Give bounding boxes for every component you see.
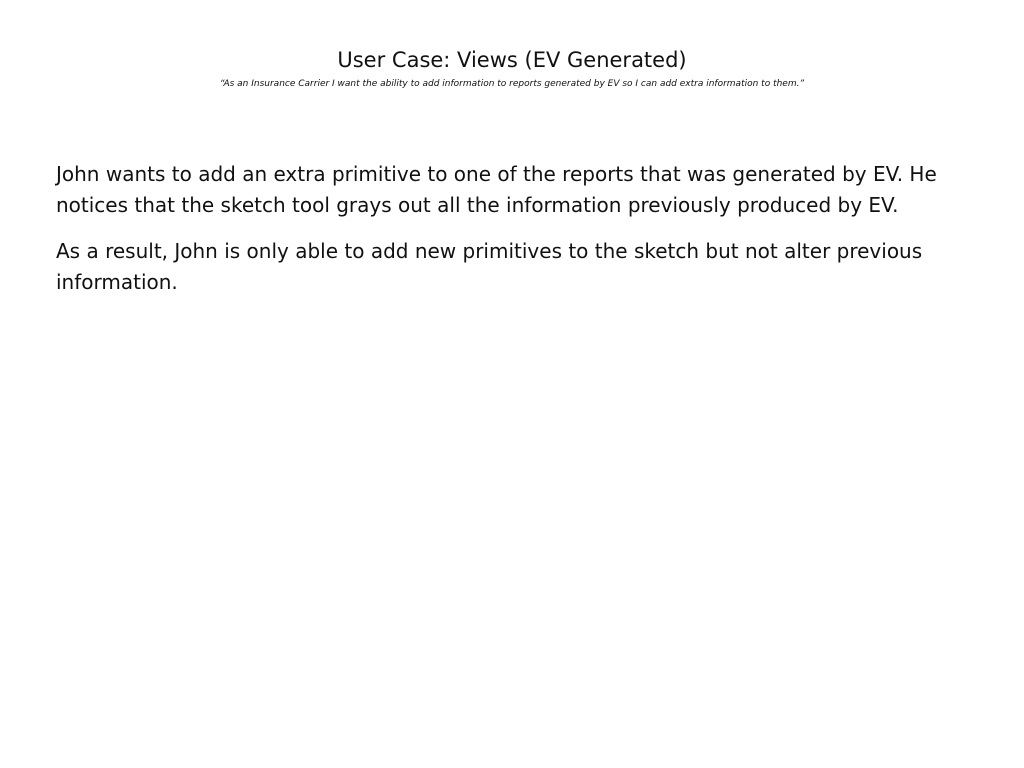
slide-subtitle: “As an Insurance Carrier I want the ability to add information to reports generated by EV so I can add extra information to them.” (219, 79, 805, 89)
body-paragraph-1: John wants to add an extra primitive to one of the reports that was generated by EV. He notices that the sketch tool grays out all the information previously produced by EV. (56, 162, 937, 217)
title-block (60, 44, 964, 92)
slide-body (56, 159, 986, 313)
body-paragraph-2: As a result, John is only able to add new primitives to the sketch but not alter previous information. (56, 239, 923, 294)
slide-title: User Case: Views (EV Generated) (337, 48, 687, 72)
